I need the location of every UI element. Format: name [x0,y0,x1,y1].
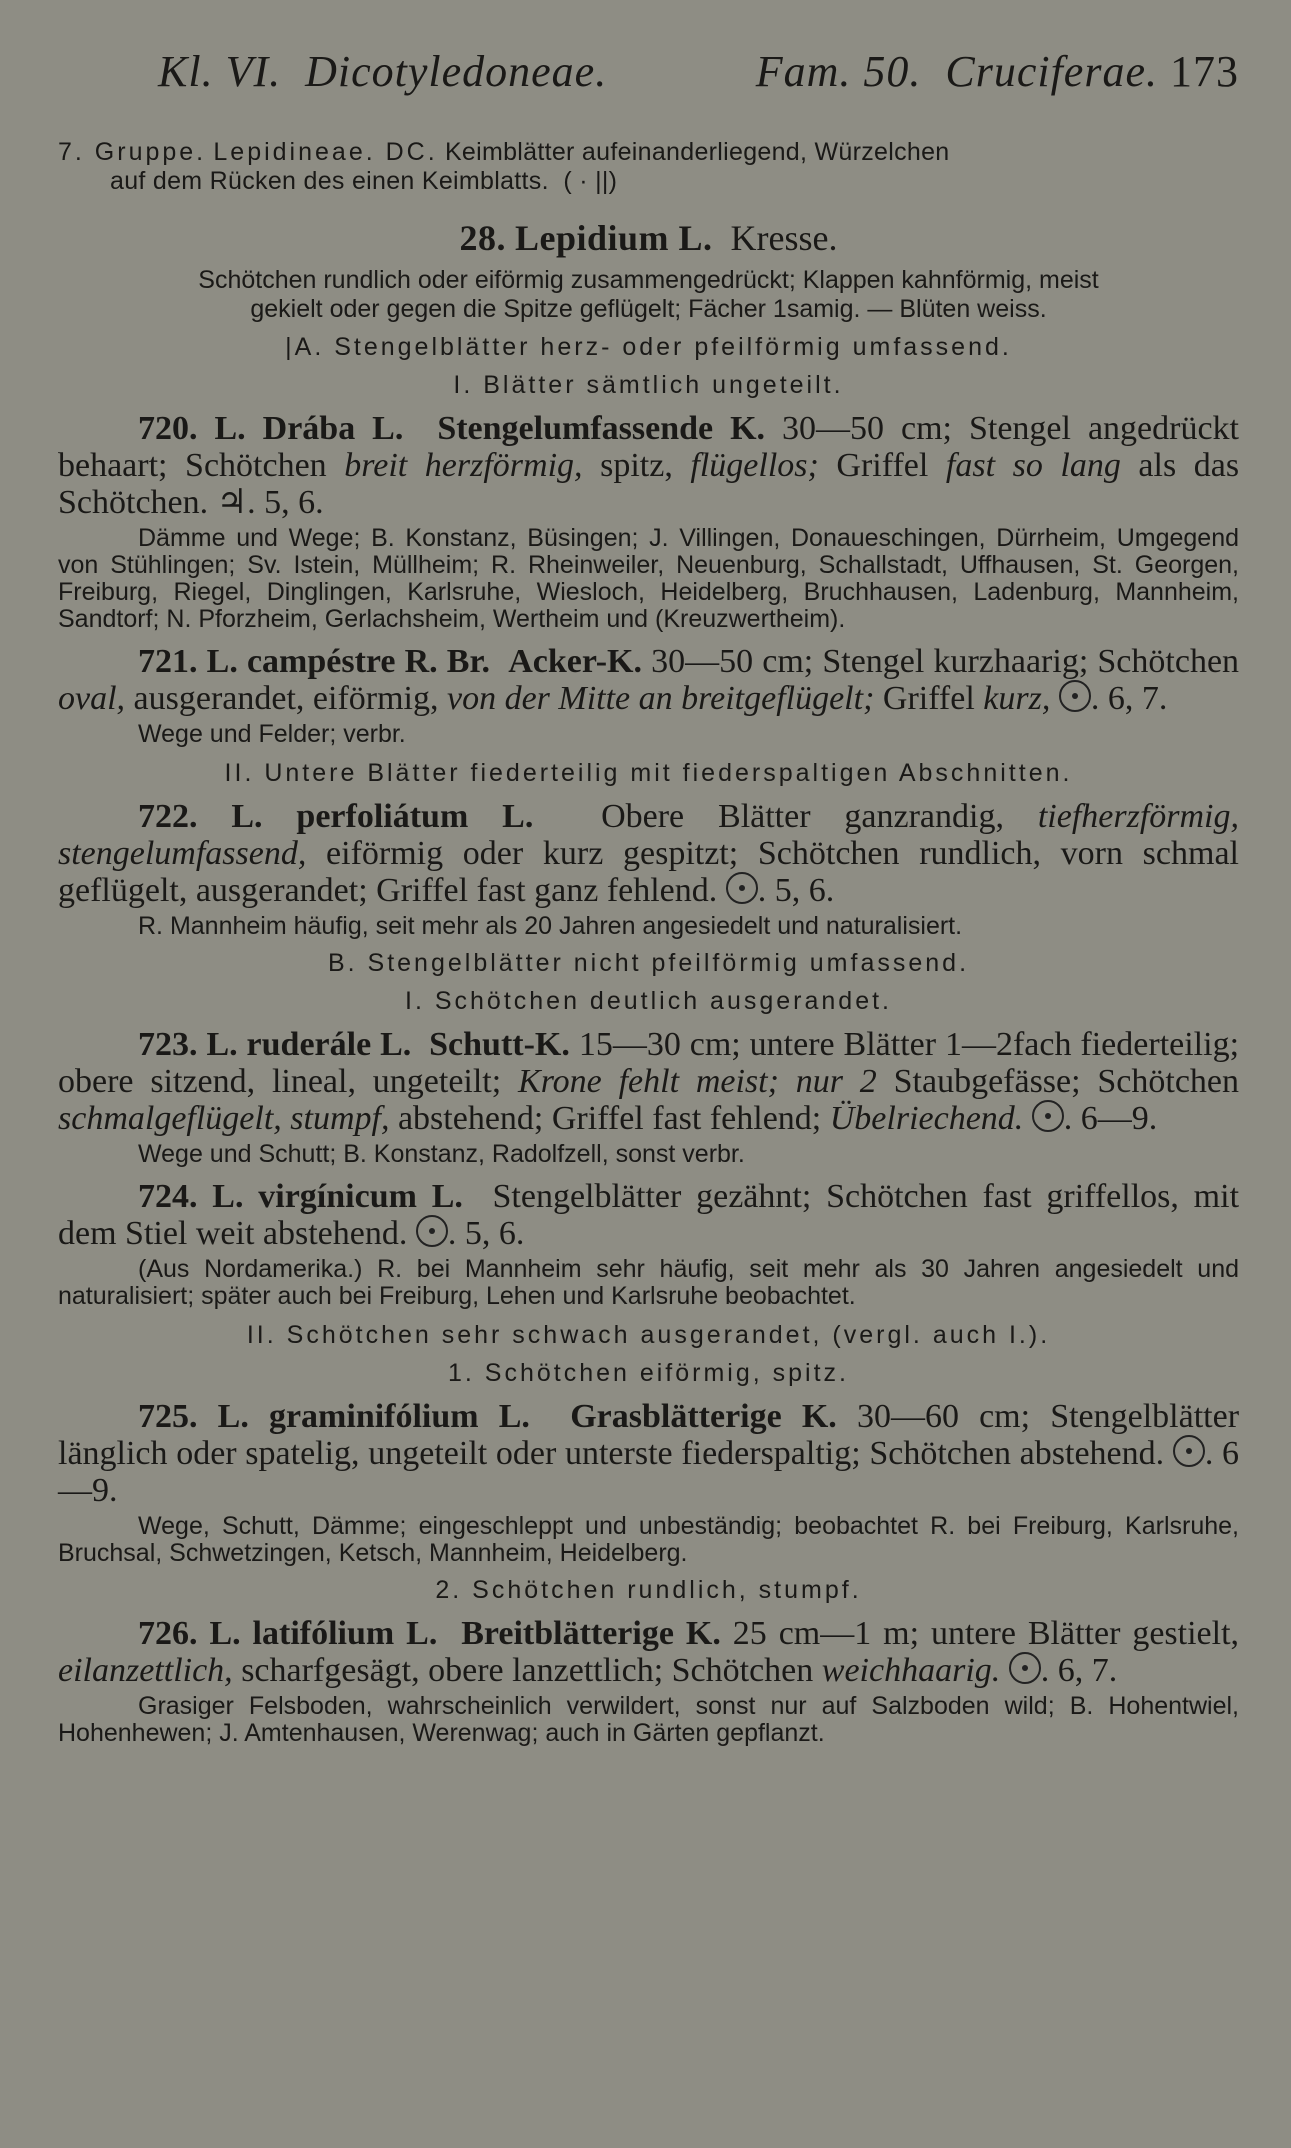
locality-726: Grasiger Felsboden, wahrscheinlich verwildert, sonst nur auf Salzboden wild; B. Hohentwiel, Hohenhewen; J. Amtenhausen, Werenwag; auch in Gärten gepflanzt. [58,1692,1239,1747]
page-number: 173 [1170,47,1239,96]
species-725: 725. L. graminifólium L. Grasblätterige K. 30—60 cm; Stengelblätter länglich oder spatelig, ungeteilt oder unterste fiederspaltig; Schötchen abstehend. . 6—9. [58,1398,1240,1509]
key-a-i: I. Blätter sämtlich ungeteilt. [453,371,844,399]
species-724: 724. L. virgínicum L. Stengelblätter gezähnt; Schötchen fast griffellos, mit dem Stiel weit abstehend. . 5, 6. [58,1178,1240,1252]
key-b: B. Stengelblätter nicht pfeilförmig umfassend. [327,949,970,977]
annual-plant-icon [1059,680,1091,712]
species-722: 722. L. perfoliátum L. Obere Blätter ganzrandig, tiefherzförmig, stengelumfassend, eiförmig oder kurz gespitzt; Schötchen rundlich, vorn schmal geflügelt, ausgerandet; Griffel fast ganz fehlend. . 5, 6. [58,798,1240,909]
species-726: 726. L. latifólium L. Breitblätterige K. 25 cm—1 m; untere Blätter gestielt, eilanzettlich, scharfgesägt, obere lanzettlich; Schötchen weichhaarig. . 6, 7. [58,1615,1240,1689]
key-a: |A. Stengelblätter herz- oder pfeilförmig umfassend. [285,333,1012,361]
annual-plant-icon [416,1215,448,1247]
locality-721: Wege und Felder; verbr. [138,720,406,748]
locality-723: Wege und Schutt; B. Konstanz, Radolfzell, sonst verbr. [138,1140,745,1168]
annual-plant-icon [1173,1435,1205,1467]
genus-description: Schötchen rundlich oder eiförmig zusammengedrückt; Klappen kahnförmig, meist gekielt oder gegen die Spitze geflügelt; Fächer 1samig. — Blüten weiss. [198,266,1099,323]
annual-plant-icon [1032,1100,1064,1132]
group-heading: 7. Gruppe. Lepidineae. DC. Keimblätter aufeinanderliegend, Würzelchen auf dem Rücken des einen Keimblatts. ( · ||) [58,138,950,195]
header-class: Kl. VI. Dicotyledoneae. [158,47,608,96]
species-720: 720. L. Drába L. Stengelumfassende K. 30—50 cm; Stengel angedrückt behaart; Schötchen breit herzförmig, spitz, flügellos; Griffel fast so lang als das Schötchen. ♃. 5, 6. [58,410,1240,521]
annual-plant-icon [726,872,758,904]
header-family: Fam. 50. Cruciferae. 173 [755,47,1239,96]
key-b-ii: II. Schötchen sehr schwach ausgerandet, (vergl. auch I.). [246,1321,1051,1349]
locality-724: (Aus Nordamerika.) R. bei Mannheim sehr häufig, seit mehr als 30 Jahren angesiedelt und naturalisiert; später auch bei Freiburg, Lehen und Karlsruhe beobachtet. [58,1255,1239,1310]
annual-plant-icon [1009,1652,1041,1684]
species-723: 723. L. ruderále L. Schutt-K. 15—30 cm; untere Blätter 1—2fach fiederteilig; obere sitzend, lineal, ungeteilt; Krone fehlt meist; nur 2 Staubgefässe; Schötchen schmalgeflügelt, stumpf, abstehend; Griffel fast fehlend; Übelriechend. . 6—9. [58,1026,1240,1137]
key-b-ii-2: 2. Schötchen rundlich, stumpf. [435,1576,862,1604]
genus-heading: 28. Lepidium L. Kresse. [459,218,838,258]
key-b-ii-1: 1. Schötchen eiförmig, spitz. [447,1359,850,1387]
species-721: 721. L. campéstre R. Br. Acker-K. 30—50 cm; Stengel kurzhaarig; Schötchen oval, ausgerandet, eiförmig, von der Mitte an breitgeflügelt; Griffel kurz, . 6, 7. [58,643,1240,717]
locality-720: Dämme und Wege; B. Konstanz, Büsingen; J. Villingen, Donaueschingen, Dürrheim, Umgegend von Stühlingen; Sv. Istein, Müllheim; R. Rheinweiler, Neuenburg, Schallstadt, Uffhausen, St. Georgen, Freiburg, Riegel, Dinglingen, Karlsruhe, Wiesloch, Heidelberg, Bruchhausen, Ladenburg, Mannheim, Sandtorf; N. Pforzheim, Gerlachsheim, Wertheim und (Kreuzwertheim). [58,524,1239,633]
locality-722: R. Mannheim häufig, seit mehr als 20 Jahren angesiedelt und naturalisiert. [138,912,963,940]
running-header [58,0,1239,106]
key-a-ii: II. Untere Blätter fiederteilig mit fiederspaltigen Abschnitten. [224,759,1073,787]
key-b-i: I. Schötchen deutlich ausgerandet. [405,987,892,1015]
locality-725: Wege, Schutt, Dämme; eingeschleppt und unbeständig; beobachtet R. bei Freiburg, Karlsruhe, Bruchsal, Schwetzingen, Ketsch, Mannheim, Heidelberg. [58,1512,1239,1567]
